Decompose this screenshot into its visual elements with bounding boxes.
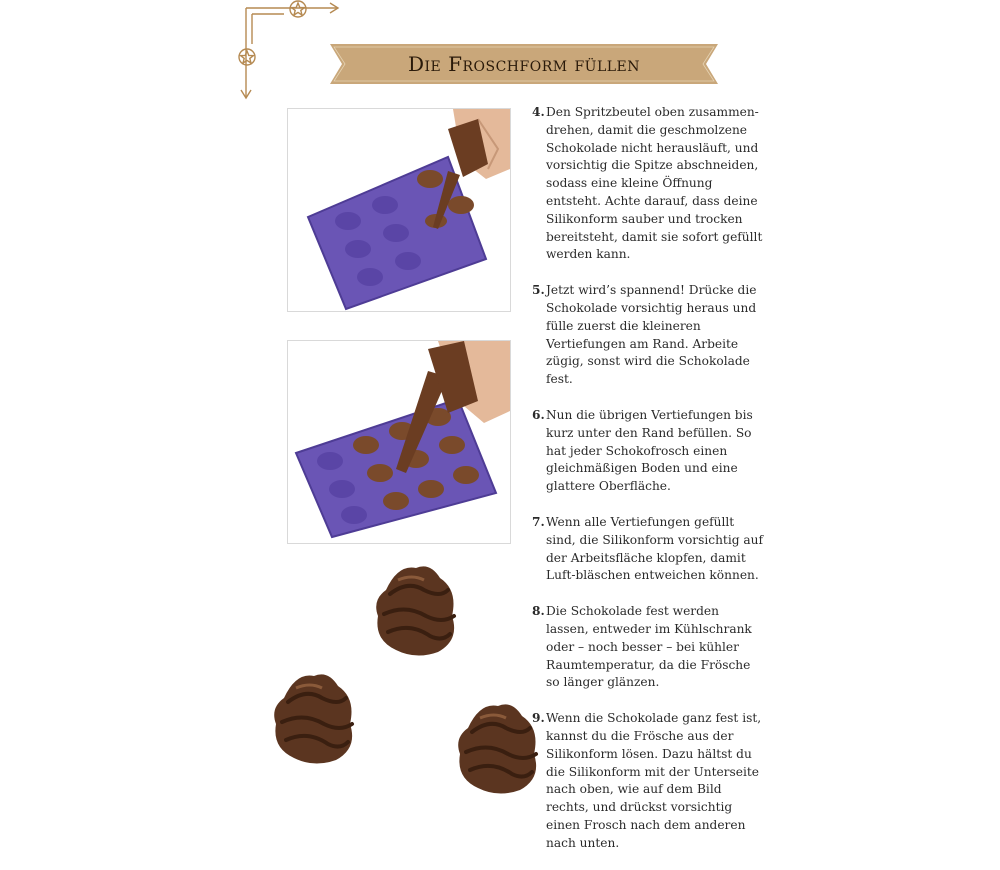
chocolate-frog-2 <box>268 668 360 768</box>
step-8 <box>532 603 764 692</box>
step-number: 9. <box>532 711 545 726</box>
step-number: 5. <box>532 283 545 298</box>
chocolate-frog-3 <box>452 698 544 798</box>
step-number: 8. <box>532 604 545 619</box>
step-4 <box>532 104 764 264</box>
chocolate-frog-1 <box>368 560 464 660</box>
mold-photo-1 <box>287 108 511 312</box>
instruction-steps <box>532 104 764 870</box>
step-number: 7. <box>532 514 545 529</box>
step-9 <box>532 710 764 852</box>
page-title: Die Froschform füllen <box>407 52 641 76</box>
step-6 <box>532 407 764 496</box>
step-text: Wenn alle Vertiefungen gefüllt sind, die Silikonform vorsichtig auf der Arbeitsfläche klopfen, damit Luft-bläschen entweichen können. <box>546 514 764 583</box>
step-text: Nun die übrigen Vertiefungen bis kurz unter den Rand befüllen. So hat jeder Schokofrosch einen gleichmäßigen Boden und eine glattere Oberfläche. <box>546 407 753 494</box>
step-number: 6. <box>532 407 545 422</box>
step-text: Wenn die Schokolade ganz fest ist, kannst du die Frösche aus der Silikonform lösen. Dazu hältst du die Silikonform mit der Unterseite nach oben, wie auf dem Bild rechts, und drückst vorsichtig einen Frosch nach dem anderen nach unten. <box>546 711 762 850</box>
step-text: Die Schokolade fest werden lassen, entweder im Kühlschrank oder – noch besser – bei kühler Raumtemperatur, da die Frösche so länger glänzen. <box>546 604 752 690</box>
step-5 <box>532 282 764 389</box>
step-number: 4. <box>532 105 545 119</box>
step-7 <box>532 514 764 585</box>
step-text: Jetzt wird’s spannend! Drücke die Schokolade vorsichtig heraus und fülle zuerst die kleineren Vertiefungen am Rand. Arbeite zügig, sonst wird die Schokolade fest. <box>546 283 757 387</box>
mold-photo-2 <box>287 340 511 544</box>
step-text: Den Spritzbeutel oben zusammen-drehen, damit die geschmolzene Schokolade nicht herausläuft, und vorsichtig die Spitze abschneiden, sodass eine kleine Öffnung entsteht. Achte darauf, dass deine Silikonform sauber und trocken bereitsteht, damit sie sofort gefüllt werden kann. <box>546 105 763 262</box>
